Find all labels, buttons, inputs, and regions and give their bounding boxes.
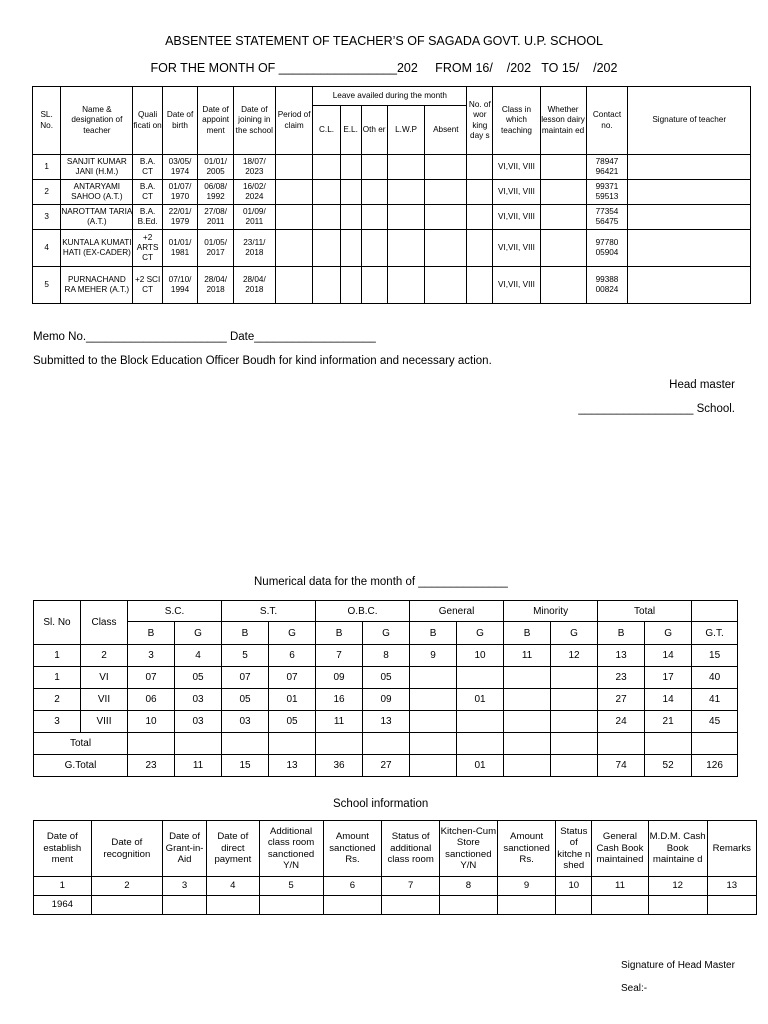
cell-lesson-diary[interactable] (540, 180, 586, 205)
cell-el[interactable] (340, 205, 361, 230)
cell: 23 (128, 755, 175, 777)
cell: 09 (363, 689, 410, 711)
cell-signature[interactable] (628, 155, 751, 180)
cell-class: VI,VII, VIII (493, 180, 540, 205)
cell-working-days[interactable] (467, 180, 493, 205)
cell: 11 (175, 755, 222, 777)
cell[interactable] (598, 733, 645, 755)
head-master-label: Head master (669, 379, 735, 391)
index-cell: 7 (316, 645, 363, 667)
cell-class: VI,VII, VIII (493, 155, 540, 180)
index-cell: 8 (363, 645, 410, 667)
cell: 10 (128, 711, 175, 733)
cell: 2 (34, 689, 81, 711)
header-doj: Date of joining in the school (233, 87, 275, 155)
cell: 27 (598, 689, 645, 711)
cell: 41 (692, 689, 738, 711)
cell-qualification: B.A. B.Ed. (133, 205, 162, 230)
header-general: General (410, 601, 504, 622)
cell[interactable] (222, 733, 269, 755)
cell-other[interactable] (361, 267, 387, 304)
header-lwp: L.W.P (387, 106, 425, 155)
cell[interactable] (648, 896, 707, 915)
cell-period[interactable] (275, 155, 313, 180)
cell-name: NAROTTAM TARIA (A.T.) (61, 205, 133, 230)
cell-dob: 01/01/ 1981 (162, 230, 198, 267)
cell-lwp[interactable] (387, 180, 425, 205)
cell-signature[interactable] (628, 205, 751, 230)
cell: VIII (81, 711, 128, 733)
header-recognition: Date of recognition (91, 821, 162, 877)
cell-name: SANJIT KUMAR JANI (H.M.) (61, 155, 133, 180)
table-row (34, 896, 757, 915)
cell-absent[interactable] (425, 267, 467, 304)
index-cell: 10 (457, 645, 504, 667)
cell: 05 (269, 711, 316, 733)
index-cell: 13 (707, 877, 756, 896)
cell-dob: 03/05/ 1974 (162, 155, 198, 180)
cell-cl[interactable] (313, 230, 340, 267)
cell: 01 (269, 689, 316, 711)
cell[interactable] (316, 733, 363, 755)
numerical-data-title: Numerical data for the month of ______________ (254, 576, 508, 588)
header-absent: Absent (425, 106, 467, 155)
cell-el[interactable] (340, 155, 361, 180)
cell[interactable] (175, 733, 222, 755)
cell[interactable] (323, 896, 382, 915)
cell-doj: 23/11/ 2018 (233, 230, 275, 267)
index-cell: 8 (440, 877, 498, 896)
cell-doj: 16/02/ 2024 (233, 180, 275, 205)
cell-sl: 5 (33, 267, 61, 304)
header-sl-no: Sl. No (34, 601, 81, 645)
cell-lwp[interactable] (387, 230, 425, 267)
table-row (34, 711, 738, 733)
cell: 05 (222, 689, 269, 711)
total-row (34, 733, 738, 755)
cell: 05 (175, 667, 222, 689)
cell-other[interactable] (361, 180, 387, 205)
cell-signature[interactable] (628, 230, 751, 267)
cell-contact: 77354 56475 (586, 205, 628, 230)
cell[interactable] (645, 733, 692, 755)
cell: 21 (645, 711, 692, 733)
cell[interactable] (128, 733, 175, 755)
header-st: S.T. (222, 601, 316, 622)
cell (551, 755, 598, 777)
index-row (34, 645, 738, 667)
cell: 07 (269, 667, 316, 689)
cell: 15 (222, 755, 269, 777)
table-row (33, 155, 751, 180)
cell: 17 (645, 667, 692, 689)
seal-label: Seal:- (621, 983, 648, 994)
index-cell: 9 (497, 877, 556, 896)
index-cell: 9 (410, 645, 457, 667)
table-row (34, 689, 738, 711)
cell-lesson-diary[interactable] (540, 155, 586, 180)
cell-class: VI,VII, VIII (493, 230, 540, 267)
cell-doj: 28/04/ 2018 (233, 267, 275, 304)
cell-sl: 2 (33, 180, 61, 205)
header-g: G (175, 622, 222, 645)
cell-dob: 22/01/ 1979 (162, 205, 198, 230)
submitted-text: Submitted to the Block Education Officer Boudh for kind information and necessary action. (33, 355, 492, 367)
index-cell: 1 (34, 877, 92, 896)
establishment-date-value: 1964 (34, 896, 92, 915)
index-cell: 4 (175, 645, 222, 667)
header-gt: G.T. (692, 622, 738, 645)
cell[interactable] (363, 733, 410, 755)
cell: 09 (316, 667, 363, 689)
cell: 45 (692, 711, 738, 733)
cell-lwp[interactable] (387, 205, 425, 230)
header-minority: Minority (504, 601, 598, 622)
cell[interactable] (382, 896, 440, 915)
cell[interactable] (163, 896, 207, 915)
cell[interactable] (457, 733, 504, 755)
index-cell: 15 (692, 645, 738, 667)
cell-qualification: B.A. CT (133, 180, 162, 205)
cell[interactable] (707, 896, 756, 915)
cell-qualification: +2 SCI CT (133, 267, 162, 304)
header-amount-2: Amount sanctioned Rs. (497, 821, 556, 877)
cell[interactable] (497, 896, 556, 915)
index-cell: 11 (504, 645, 551, 667)
table-row (33, 180, 751, 205)
cell-qualification: +2 ARTS CT (133, 230, 162, 267)
cell: 11 (316, 711, 363, 733)
cell: 52 (645, 755, 692, 777)
header-remarks: Remarks (707, 821, 756, 877)
school-info-title: School information (333, 798, 429, 810)
index-row (34, 877, 757, 896)
cell: 06 (128, 689, 175, 711)
cell: 40 (692, 667, 738, 689)
header-blank (692, 601, 738, 622)
table-row (33, 205, 751, 230)
cell-absent[interactable] (425, 180, 467, 205)
header-sc: S.C. (128, 601, 222, 622)
header-total: Total (598, 601, 692, 622)
cell-lwp[interactable] (387, 155, 425, 180)
index-cell: 4 (207, 877, 259, 896)
cell-class: VI,VII, VIII (493, 267, 540, 304)
header-lesson-diary: Whether lesson dairy maintain ed (540, 87, 586, 155)
cell-doj: 18/07/ 2023 (233, 155, 275, 180)
header-general-cashbook: General Cash Book maintained (592, 821, 649, 877)
header-g: G (457, 622, 504, 645)
index-cell: 13 (598, 645, 645, 667)
cell-contact: 97780 05904 (586, 230, 628, 267)
cell: 14 (645, 689, 692, 711)
cell (551, 667, 598, 689)
index-cell: 1 (34, 645, 81, 667)
header-other: Oth er (361, 106, 387, 155)
cell-doa: 28/04/ 2018 (198, 267, 234, 304)
cell-doa: 06/08/ 1992 (198, 180, 234, 205)
cell: 03 (175, 689, 222, 711)
cell-other[interactable] (361, 230, 387, 267)
cell: 126 (692, 755, 738, 777)
cell: 07 (128, 667, 175, 689)
cell: 05 (363, 667, 410, 689)
cell: 01 (457, 689, 504, 711)
cell-working-days[interactable] (467, 205, 493, 230)
cell[interactable] (207, 896, 259, 915)
cell: 24 (598, 711, 645, 733)
table-row (33, 267, 751, 304)
cell: 01 (457, 755, 504, 777)
header-g: G (363, 622, 410, 645)
header-g: G (645, 622, 692, 645)
index-cell: 5 (222, 645, 269, 667)
cell[interactable] (269, 733, 316, 755)
cell (410, 689, 457, 711)
header-signature: Signature of teacher (628, 87, 751, 155)
cell[interactable] (692, 733, 738, 755)
memo-line: Memo No.______________________ Date___________________ (33, 331, 376, 343)
cell-absent[interactable] (425, 205, 467, 230)
index-cell: 5 (259, 877, 323, 896)
month-range-line: FOR THE MONTH OF _________________202 FROM 16/ /202 TO 15/ /202 (150, 61, 618, 75)
cell-el[interactable] (340, 230, 361, 267)
header-kitchen-store: Kitchen-Cum Store sanctioned Y/N (440, 821, 498, 877)
cell-cl[interactable] (313, 155, 340, 180)
cell-doa: 27/08/ 2011 (198, 205, 234, 230)
cell (504, 667, 551, 689)
cell-class: VI,VII, VIII (493, 205, 540, 230)
cell-doa: 01/05/ 2017 (198, 230, 234, 267)
cell (551, 689, 598, 711)
cell: 74 (598, 755, 645, 777)
cell[interactable] (551, 733, 598, 755)
cell-period[interactable] (275, 205, 313, 230)
cell-lesson-diary[interactable] (540, 267, 586, 304)
school-line: __________________ School. (578, 403, 735, 415)
cell-period[interactable] (275, 267, 313, 304)
table-row (34, 667, 738, 689)
cell[interactable] (504, 733, 551, 755)
header-b: B (128, 622, 175, 645)
header-kitchen-shed-status: Status of kitche n shed (556, 821, 592, 877)
cell-cl[interactable] (313, 180, 340, 205)
index-cell: 7 (382, 877, 440, 896)
header-classroom-status: Status of additional class room (382, 821, 440, 877)
cell: VI (81, 667, 128, 689)
header-leave: Leave availed during the month (313, 87, 467, 106)
cell-working-days[interactable] (467, 267, 493, 304)
cell-signature[interactable] (628, 267, 751, 304)
index-cell: 12 (551, 645, 598, 667)
header-dob: Date of birth (162, 87, 198, 155)
cell[interactable] (556, 896, 592, 915)
index-cell: 6 (323, 877, 382, 896)
cell-dob: 07/10/ 1994 (162, 267, 198, 304)
cell-name: ANTARYAMI SAHOO (A.T.) (61, 180, 133, 205)
numerical-data-table (33, 600, 738, 777)
cell (504, 711, 551, 733)
index-cell: 14 (645, 645, 692, 667)
cell (457, 711, 504, 733)
header-b: B (222, 622, 269, 645)
cell-doj: 01/09/ 2011 (233, 205, 275, 230)
index-cell: 6 (269, 645, 316, 667)
header-class: Class (81, 601, 128, 645)
cell (551, 711, 598, 733)
school-info-table (33, 820, 757, 915)
header-b: B (316, 622, 363, 645)
header-obc: O.B.C. (316, 601, 410, 622)
cell-lesson-diary[interactable] (540, 205, 586, 230)
cell-el[interactable] (340, 180, 361, 205)
index-cell: 2 (81, 645, 128, 667)
cell (504, 755, 551, 777)
cell-dob: 01/07/ 1970 (162, 180, 198, 205)
index-cell: 3 (163, 877, 207, 896)
cell-lwp[interactable] (387, 267, 425, 304)
cell-period[interactable] (275, 230, 313, 267)
cell: 03 (175, 711, 222, 733)
header-additional-classroom: Additional class room sanctioned Y/N (259, 821, 323, 877)
cell-signature[interactable] (628, 180, 751, 205)
header-grant-in-aid: Date of Grant-in-Aid (163, 821, 207, 877)
cell[interactable] (91, 896, 162, 915)
cell-cl[interactable] (313, 205, 340, 230)
cell: VII (81, 689, 128, 711)
cell-name: PURNACHAND RA MEHER (A.T.) (61, 267, 133, 304)
cell-lesson-diary[interactable] (540, 230, 586, 267)
cell (410, 711, 457, 733)
header-doa: Date of appoint ment (198, 87, 234, 155)
index-cell: 2 (91, 877, 162, 896)
cell-contact: 99388 00824 (586, 267, 628, 304)
cell: 13 (269, 755, 316, 777)
cell-name: KUNTALA KUMATI HATI (EX-CADER) (61, 230, 133, 267)
cell: 16 (316, 689, 363, 711)
cell-other[interactable] (361, 155, 387, 180)
header-sl: SL. No. (33, 87, 61, 155)
gtotal-row (34, 755, 738, 777)
cell[interactable] (259, 896, 323, 915)
document-title: ABSENTEE STATEMENT OF TEACHER’S OF SAGADA GOVT. U.P. SCHOOL (165, 34, 603, 48)
cell-cl[interactable] (313, 267, 340, 304)
gtotal-label: G.Total (34, 755, 128, 777)
header-g: G (551, 622, 598, 645)
header-b: B (504, 622, 551, 645)
header-working-days: No. of wor king day s (467, 87, 493, 155)
header-establishment: Date of establish ment (34, 821, 92, 877)
header-b: B (598, 622, 645, 645)
header-amount-1: Amount sanctioned Rs. (323, 821, 382, 877)
cell-sl: 1 (33, 155, 61, 180)
cell: 1 (34, 667, 81, 689)
cell-doa: 01/01/ 2005 (198, 155, 234, 180)
header-contact: Contact no. (586, 87, 628, 155)
total-label: Total (34, 733, 128, 755)
cell-sl: 3 (33, 205, 61, 230)
cell: 36 (316, 755, 363, 777)
header-el: E.L. (340, 106, 361, 155)
cell: 23 (598, 667, 645, 689)
head-master-signature: Signature of Head Master (621, 960, 735, 971)
cell (410, 667, 457, 689)
cell-contact: 78947 96421 (586, 155, 628, 180)
cell: 27 (363, 755, 410, 777)
cell-absent[interactable] (425, 155, 467, 180)
cell: 3 (34, 711, 81, 733)
cell[interactable] (410, 733, 457, 755)
header-direct-payment: Date of direct payment (207, 821, 259, 877)
index-cell: 11 (592, 877, 649, 896)
header-g: G (269, 622, 316, 645)
header-period: Period of claim (275, 87, 313, 155)
cell-period[interactable] (275, 180, 313, 205)
header-class: Class in which teaching (493, 87, 540, 155)
index-cell: 3 (128, 645, 175, 667)
cell (410, 755, 457, 777)
header-mdm-cashbook: M.D.M. Cash Book maintaine d (648, 821, 707, 877)
cell: 03 (222, 711, 269, 733)
cell[interactable] (440, 896, 498, 915)
cell-contact: 99371 59513 (586, 180, 628, 205)
cell-other[interactable] (361, 205, 387, 230)
header-name: Name & designation of teacher (61, 87, 133, 155)
cell-sl: 4 (33, 230, 61, 267)
header-cl: C.L. (313, 106, 340, 155)
header-b: B (410, 622, 457, 645)
index-cell: 12 (648, 877, 707, 896)
cell: 07 (222, 667, 269, 689)
cell-qualification: B.A. CT (133, 155, 162, 180)
cell: 13 (363, 711, 410, 733)
header-qualification: Quali ficati on (133, 87, 162, 155)
index-cell: 10 (556, 877, 592, 896)
cell[interactable] (592, 896, 649, 915)
cell-absent[interactable] (425, 230, 467, 267)
table-row (33, 230, 751, 267)
teacher-absentee-table (32, 86, 751, 304)
cell-working-days[interactable] (467, 155, 493, 180)
cell (457, 667, 504, 689)
cell (504, 689, 551, 711)
cell-el[interactable] (340, 267, 361, 304)
cell-working-days[interactable] (467, 230, 493, 267)
